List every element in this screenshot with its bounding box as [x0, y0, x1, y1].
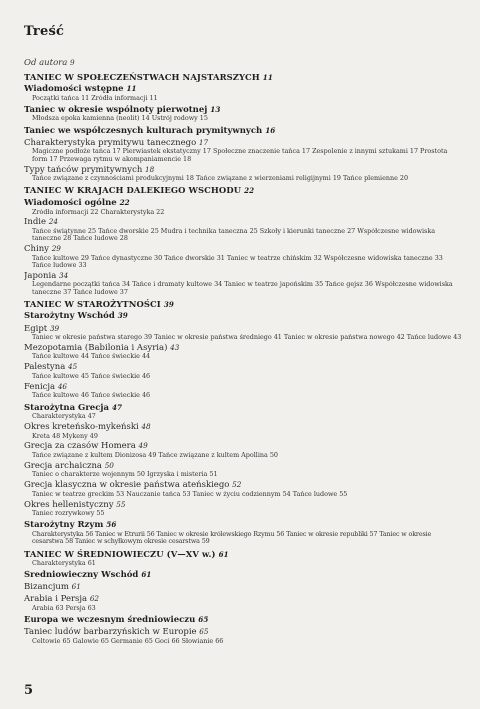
entry-title: Celtowie 65 Galowie 65 Germanie 65 Goci 66 Słowianie 66: [32, 637, 224, 645]
entry-title: Starożytna Grecja: [24, 402, 109, 413]
subsection-list: [24, 413, 462, 420]
entry-title: Charakterystyka 61: [32, 559, 96, 567]
entry-title: Początki tańca 11 Źródła informacji 11: [32, 94, 158, 102]
entry-title: Źródła informacji 22 Charakterystyka 22: [32, 208, 165, 216]
subsection-list: [24, 433, 462, 440]
entry-title: Tańce świątynne 25 Tańce dworskie 25 Mudra i technika taneczna 25 Szkoły i kierunki taneczne 27 Współczesne widowiska taneczne 28 Tańce ludowe 28: [32, 227, 436, 243]
section-entry: [24, 343, 462, 354]
entry-title: Indie: [24, 217, 47, 228]
entry-title: Legendarne początki tańca 34 Tańce i dramaty kultowe 34 Taniec w teatrze japońskim 35 Tańce gejsz 36 Współczesne widowiska taneczne 37 Tańce ludowe 37: [32, 281, 453, 296]
subsection-list: [24, 638, 462, 645]
subsection-list: [24, 392, 462, 399]
entry-page-number: 61: [141, 569, 152, 579]
table-of-contents: [24, 55, 462, 645]
entry-title: Okres kreteńsko-mykeński: [24, 421, 139, 432]
section-entry: [24, 271, 462, 282]
entry-title: Tańce kultowe 29 Tańce dynastyczne 30 Tańce dworskie 31 Taniec w teatrze chińskim 32 Współczesne widowiska taneczne 33 Tańce ludowe 33: [32, 254, 443, 269]
section-entry: [24, 594, 462, 605]
subsection-list: [24, 281, 462, 296]
entry-title: Fenicja: [24, 381, 56, 392]
subsection-list: [24, 510, 462, 517]
subsection-list: [24, 175, 462, 182]
entry-page-number: 39: [163, 299, 174, 309]
entry-page-number: 34: [59, 270, 69, 280]
entry-title: Tańce związane z czynnościami produkcyjnymi 18 Tańce związane z wierzeniami religijnymi 19 Tańce plemienne 20: [32, 175, 409, 183]
part-heading: [24, 549, 462, 560]
entry-page-number: 61: [71, 581, 81, 591]
entry-title: Wiadomości ogólne: [24, 197, 117, 208]
entry-title: Taniec w teatrze greckim 53 Nauczanie tańca 53 Taniec w życiu codziennym 54 Tańce ludowe 55: [32, 490, 348, 498]
subsection-list: [24, 605, 462, 612]
entry-page-number: 22: [244, 186, 255, 196]
subsection-list: [24, 115, 462, 122]
section-entry: [24, 244, 462, 255]
entry-title: Grecja klasyczna w okresie państwa ateńskiego: [24, 480, 230, 491]
subsection-list: [24, 228, 462, 243]
section-entry: [24, 627, 462, 638]
entry-page-number: 24: [48, 217, 58, 227]
entry-title: Charakterystyka prymitywu tanecznego: [24, 137, 197, 148]
subsection-list: [24, 95, 462, 102]
chapter-heading: [24, 84, 462, 95]
subsection-list: [24, 334, 462, 341]
subsection-list: [24, 255, 462, 270]
entry-title: Arabia 63 Persja 63: [32, 604, 96, 612]
subsection-list: [24, 373, 462, 380]
entry-title: Tańce kultowe 46 Tańce świeckie 46: [32, 392, 151, 400]
entry-title: Starożytny Rzym: [24, 520, 104, 531]
entry-title: Japonia: [24, 270, 57, 281]
subsection-list: [24, 560, 462, 567]
part-heading: [24, 185, 462, 196]
entry-title: Kreta 48 Mykeny 49: [32, 432, 98, 440]
entry-page-number: 29: [51, 244, 61, 254]
entry-page-number: 9: [70, 57, 75, 67]
entry-page-number: 65: [198, 614, 209, 624]
entry-title: Tańce kultowe 45 Tańce świeckie 46: [32, 372, 151, 380]
section-entry: [24, 441, 462, 452]
subsection-list: [24, 471, 462, 478]
section-entry: [24, 165, 462, 176]
entry-title: TANIEC W SPOŁECZEŃSTWACH NAJSTARSZYCH: [24, 71, 260, 82]
entry-page-number: 65: [199, 627, 209, 637]
entry-page-number: 47: [111, 402, 122, 412]
entry-page-number: 39: [117, 311, 128, 321]
entry-page-number: 22: [119, 197, 130, 207]
entry-page-number: 49: [138, 441, 148, 451]
entry-page-number: 13: [210, 104, 221, 114]
entry-page-number: 61: [218, 549, 229, 559]
author-note-entry: [24, 57, 462, 69]
entry-title: Grecja archaiczna: [24, 460, 102, 471]
entry-title: Chiny: [24, 244, 49, 255]
entry-title: Egipt: [24, 323, 48, 334]
chapter-heading: [24, 105, 462, 116]
entry-title: Średniowieczny Wschód: [24, 569, 139, 580]
entry-page-number: 16: [265, 125, 276, 135]
entry-title: Charakterystyka 47: [32, 413, 96, 421]
entry-title: Okres hellenistyczny: [24, 499, 114, 510]
section-entry: [24, 422, 462, 433]
entry-page-number: 18: [145, 164, 155, 174]
entry-page-number: 17: [198, 137, 209, 147]
page-title: Treść: [24, 24, 65, 39]
section-entry: [24, 138, 462, 149]
part-heading: [24, 299, 462, 310]
entry-title: Taniec w okresie wspólnoty pierwotnej: [24, 104, 208, 115]
entry-title: Grecja za czasów Homera: [24, 441, 136, 452]
entry-title: Od autora: [24, 57, 68, 68]
entry-title: Charakterystyka 56 Taniec w Etrurii 56 Taniec w okresie królewskiego Rzymu 56 Taniec w okresie republiki 57 Taniec w okresie cesarstwa 58 Taniec w schyłkowym okresie cesarstwa 59: [32, 531, 432, 546]
subsection-list: [24, 353, 462, 360]
subsection-list: [24, 452, 462, 459]
entry-title: Tańce kultowe 44 Tańce świeckie 44: [32, 353, 151, 361]
entry-page-number: 56: [106, 520, 117, 530]
subsection-list: [24, 148, 462, 163]
entry-page-number: 43: [170, 342, 180, 352]
entry-title: Europa we wczesnym średniowieczu: [24, 614, 196, 625]
entry-title: Wiadomości wstępne: [24, 84, 124, 94]
part-heading: [24, 72, 462, 83]
entry-title: Starożytny Wschód: [24, 311, 115, 322]
subsection-list: [24, 209, 462, 216]
entry-title: Mezopotamia (Babilonia i Asyria): [24, 342, 168, 353]
chapter-heading: [24, 126, 462, 137]
entry-page-number: 50: [104, 460, 114, 470]
section-entry: [24, 480, 462, 491]
section-entry: [24, 582, 462, 593]
section-entry: [24, 461, 462, 472]
entry-page-number: 11: [126, 84, 137, 93]
entry-title: Arabia i Persja: [24, 594, 88, 605]
entry-page-number: 62: [89, 594, 100, 604]
entry-title: Taniec we współczesnych kulturach prymitywnych: [24, 125, 263, 136]
chapter-heading: [24, 570, 462, 581]
page-number: 5: [24, 683, 34, 698]
entry-page-number: 46: [57, 381, 68, 391]
entry-page-number: 48: [141, 421, 151, 431]
entry-title: TANIEC W KRAJACH DALEKIEGO WSCHODU: [24, 185, 242, 196]
chapter-heading: [24, 520, 462, 531]
chapter-heading: [24, 311, 462, 322]
entry-title: Taniec o charakterze wojennym 50 Igrzyska i misteria 51: [32, 471, 218, 479]
entry-page-number: 55: [116, 499, 126, 509]
chapter-heading: [24, 403, 462, 414]
entry-title: Taniec w okresie państwa starego 39 Taniec w okresie państwa średniego 41 Taniec w okresie państwa nowego 42 Tańce ludowe 43: [32, 334, 462, 342]
entry-page-number: 39: [49, 323, 60, 333]
section-entry: [24, 324, 462, 335]
entry-title: Magiczne podłoże tańca 17 Pierwiastek ekstatyczny 17 Społeczne znaczenie tańca 17 Zespolenie z innymi sztukami 17 Prostota form 17 Przewaga rytmu w akompaniamencie 18: [32, 148, 448, 163]
entry-title: Taniec rozrywkowy 55: [32, 510, 105, 518]
entry-title: TANIEC W STAROŻYTNOŚCI: [24, 298, 161, 309]
section-entry: [24, 500, 462, 511]
entry-title: Palestyna: [24, 362, 66, 373]
entry-title: Tańce związane z kultem Dionizosa 49 Tańce związane z kultem Apollina 50: [32, 451, 278, 459]
entry-title: TANIEC W ŚREDNIOWIECZU (V—XV w.): [24, 548, 216, 559]
entry-title: Taniec ludów barbarzyńskich w Europie: [24, 627, 197, 638]
entry-title: Bizancjum: [24, 581, 69, 592]
chapter-heading: [24, 615, 462, 626]
section-entry: [24, 362, 462, 373]
section-entry: [24, 217, 462, 228]
entry-page-number: 52: [232, 480, 242, 490]
entry-page-number: 45: [67, 362, 78, 372]
chapter-heading: [24, 198, 462, 209]
section-entry: [24, 382, 462, 393]
subsection-list: [24, 531, 462, 546]
entry-title: Młodsza epoka kamienna (neolit) 14 Ustrój rodowy 15: [32, 115, 208, 123]
entry-page-number: 11: [262, 72, 273, 82]
subsection-list: [24, 491, 462, 498]
entry-title: Typy tańców prymitywnych: [24, 164, 143, 175]
